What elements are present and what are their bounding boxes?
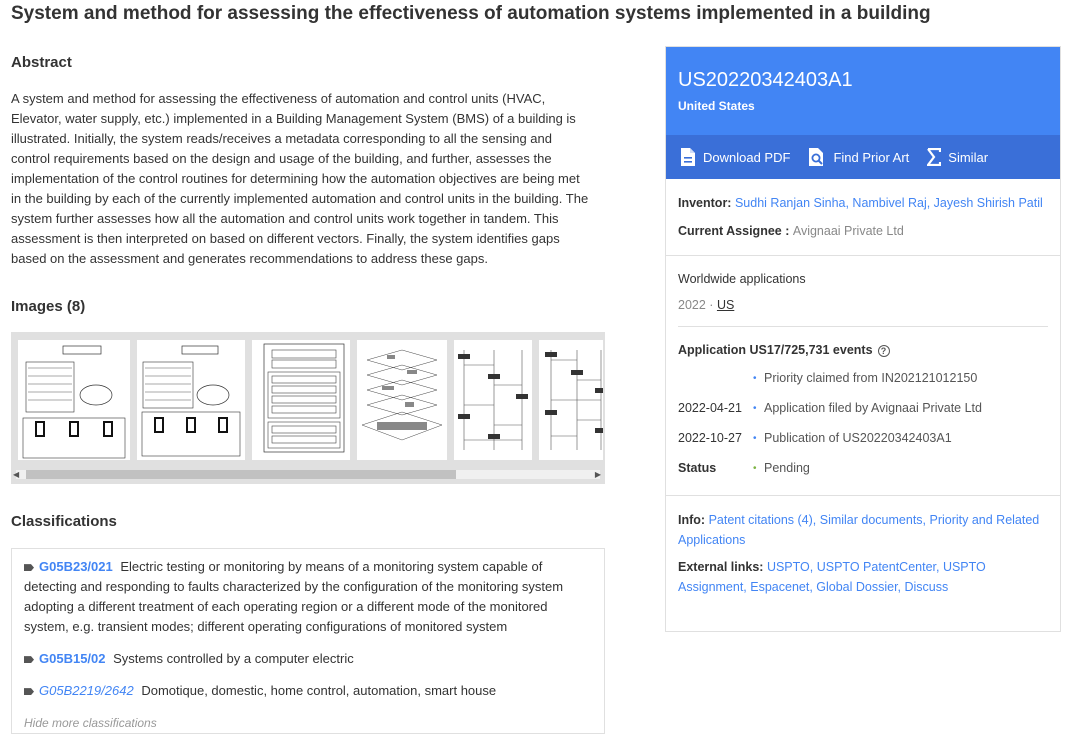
inventor-label: Inventor: — [678, 196, 732, 210]
help-icon[interactable]: ? — [878, 345, 890, 357]
patent-info-panel — [665, 46, 1061, 632]
gallery-scrollbar-thumb[interactable] — [26, 470, 456, 479]
worldwide-country-link[interactable]: US — [716, 298, 735, 312]
sigma-icon — [927, 148, 941, 166]
figure-thumbnail-6[interactable] — [539, 340, 603, 460]
figure-thumbnail-5[interactable] — [454, 340, 532, 460]
patent-header — [666, 47, 1060, 135]
status-row — [678, 453, 1048, 483]
classification-code-link[interactable]: G05B23/021 — [39, 559, 113, 574]
people-section: Inventor: Sudhi Ranjan Sinha, Nambivel Raj, Jayesh Shirish Patil Current Assignee : Avignaai Private Ltd — [666, 179, 1060, 256]
classification-item — [24, 649, 592, 669]
figure-thumbnail-4[interactable] — [357, 340, 447, 460]
similar-button[interactable] — [927, 148, 988, 166]
abstract-text: A system and method for assessing the effectiveness of automation and control units (HVAC, Elevator, water supply, etc.) implemented in a Building Management System (BMS) of a building is illustrated. Initially, the system reads/receives a metadata corresponding to all the sensing and control requirements based on the design and usage of the building, and further, assesses the implementation of the control routines for determining how the automation objectives are being met in the building by each of the currently implemented automation and control units in the building. The system further assesses how all the automation and control units work together in tandem. This assessment is then interpreted on based on different vectors. Finally, the system identifies gaps based on the assessment and generates recommendations to address these gaps. — [11, 91, 589, 266]
event-text: Publication of US20220342403A1 — [764, 431, 952, 445]
classifications-heading: Classifications — [11, 513, 117, 530]
classification-description: Systems controlled by a computer electric — [113, 651, 354, 666]
images-heading: Images (8) — [11, 298, 86, 315]
event-row — [678, 423, 1048, 453]
worldwide-year: 2022 — [678, 298, 706, 312]
tag-icon — [24, 564, 34, 571]
applications-section: Worldwide applications 2022 · US Application US17/725,731 events ? • Priority claimed from IN202121012150 2022-04-21 • Application filed by Avignaai Private Ltd 2022-10-27 • Publication of US20220342403A1 Status • Pending — [666, 256, 1060, 491]
patent-actions-bar — [666, 135, 1060, 179]
patent-country: United States — [678, 99, 755, 113]
event-date: 2022-04-21 — [678, 401, 742, 415]
classification-code-link[interactable]: G05B15/02 — [39, 651, 106, 666]
image-gallery — [11, 332, 605, 484]
similar-label: Similar — [948, 149, 989, 165]
status-dot-icon: • — [753, 462, 757, 474]
worldwide-applications-label: Worldwide applications — [678, 272, 806, 286]
links-section — [666, 495, 1060, 597]
tag-icon — [24, 656, 34, 663]
classification-code-link[interactable]: G05B2219/2642 — [39, 683, 134, 698]
timeline-dot-icon: • — [753, 402, 757, 414]
timeline-dot-icon: • — [753, 372, 757, 384]
assignee-value: Avignaai Private Ltd — [792, 224, 904, 238]
classifications-list — [11, 548, 605, 734]
info-label: Info: — [678, 513, 706, 527]
classification-description: Domotique, domestic, home control, automation, smart house — [141, 683, 497, 698]
classification-description: Electric testing or monitoring by means of a monitoring system capable of detecting and responding to faults characterized by the configuration of the monitoring system adopting a different treatment of each operating region or a different mode of the monitored system, e.g. transient modes; different operating configurations of monitored system — [24, 559, 564, 634]
download-pdf-label: Download PDF — [703, 149, 791, 165]
patent-number: US20220342403A1 — [678, 69, 853, 91]
find-prior-art-label: Find Prior Art — [833, 149, 910, 165]
event-text: Priority claimed from IN202121012150 — [764, 371, 978, 385]
assignee-label: Current Assignee — [678, 224, 782, 238]
search-document-icon — [808, 147, 826, 167]
abstract-heading: Abstract — [11, 54, 72, 71]
find-prior-art-button[interactable] — [808, 147, 909, 167]
info-links[interactable]: Patent citations (4), Similar documents, Priority and Related Applications — [678, 513, 1040, 547]
timeline-dot-icon: • — [753, 432, 757, 444]
figure-thumbnail-3[interactable] — [252, 340, 350, 460]
tag-icon — [24, 688, 34, 695]
scroll-left-arrow-icon[interactable]: ◀ — [13, 470, 20, 479]
inventor-links[interactable]: Sudhi Ranjan Sinha, Nambivel Raj, Jayesh Shirish Patil — [734, 196, 1043, 210]
figure-thumbnail-2[interactable] — [137, 340, 245, 460]
events-label: Application US17/725,731 events — [678, 343, 873, 357]
figure-thumbnail-1[interactable] — [18, 340, 130, 460]
event-text: Application filed by Avignaai Private Ltd — [764, 401, 982, 415]
download-pdf-button[interactable] — [680, 147, 790, 167]
hide-more-classifications-link[interactable]: Hide more classifications — [24, 716, 157, 730]
scroll-right-arrow-icon[interactable]: ▶ — [594, 470, 601, 479]
event-row — [678, 363, 1048, 393]
classification-item — [24, 557, 592, 637]
status-value: Pending — [764, 461, 810, 475]
pdf-document-icon — [680, 147, 696, 167]
external-links-label: External links: — [678, 560, 764, 574]
event-date: 2022-10-27 — [678, 431, 742, 445]
external-links[interactable]: USPTO, USPTO PatentCenter, USPTO Assignment, Espacenet, Global Dossier, Discuss — [678, 560, 986, 594]
event-row — [678, 393, 1048, 423]
page-title: System and method for assessing the effectiveness of automation systems implemented in a building — [11, 3, 931, 24]
classification-item — [24, 681, 592, 701]
status-label: Status — [678, 461, 717, 475]
gallery-scrollbar[interactable] — [16, 470, 600, 479]
